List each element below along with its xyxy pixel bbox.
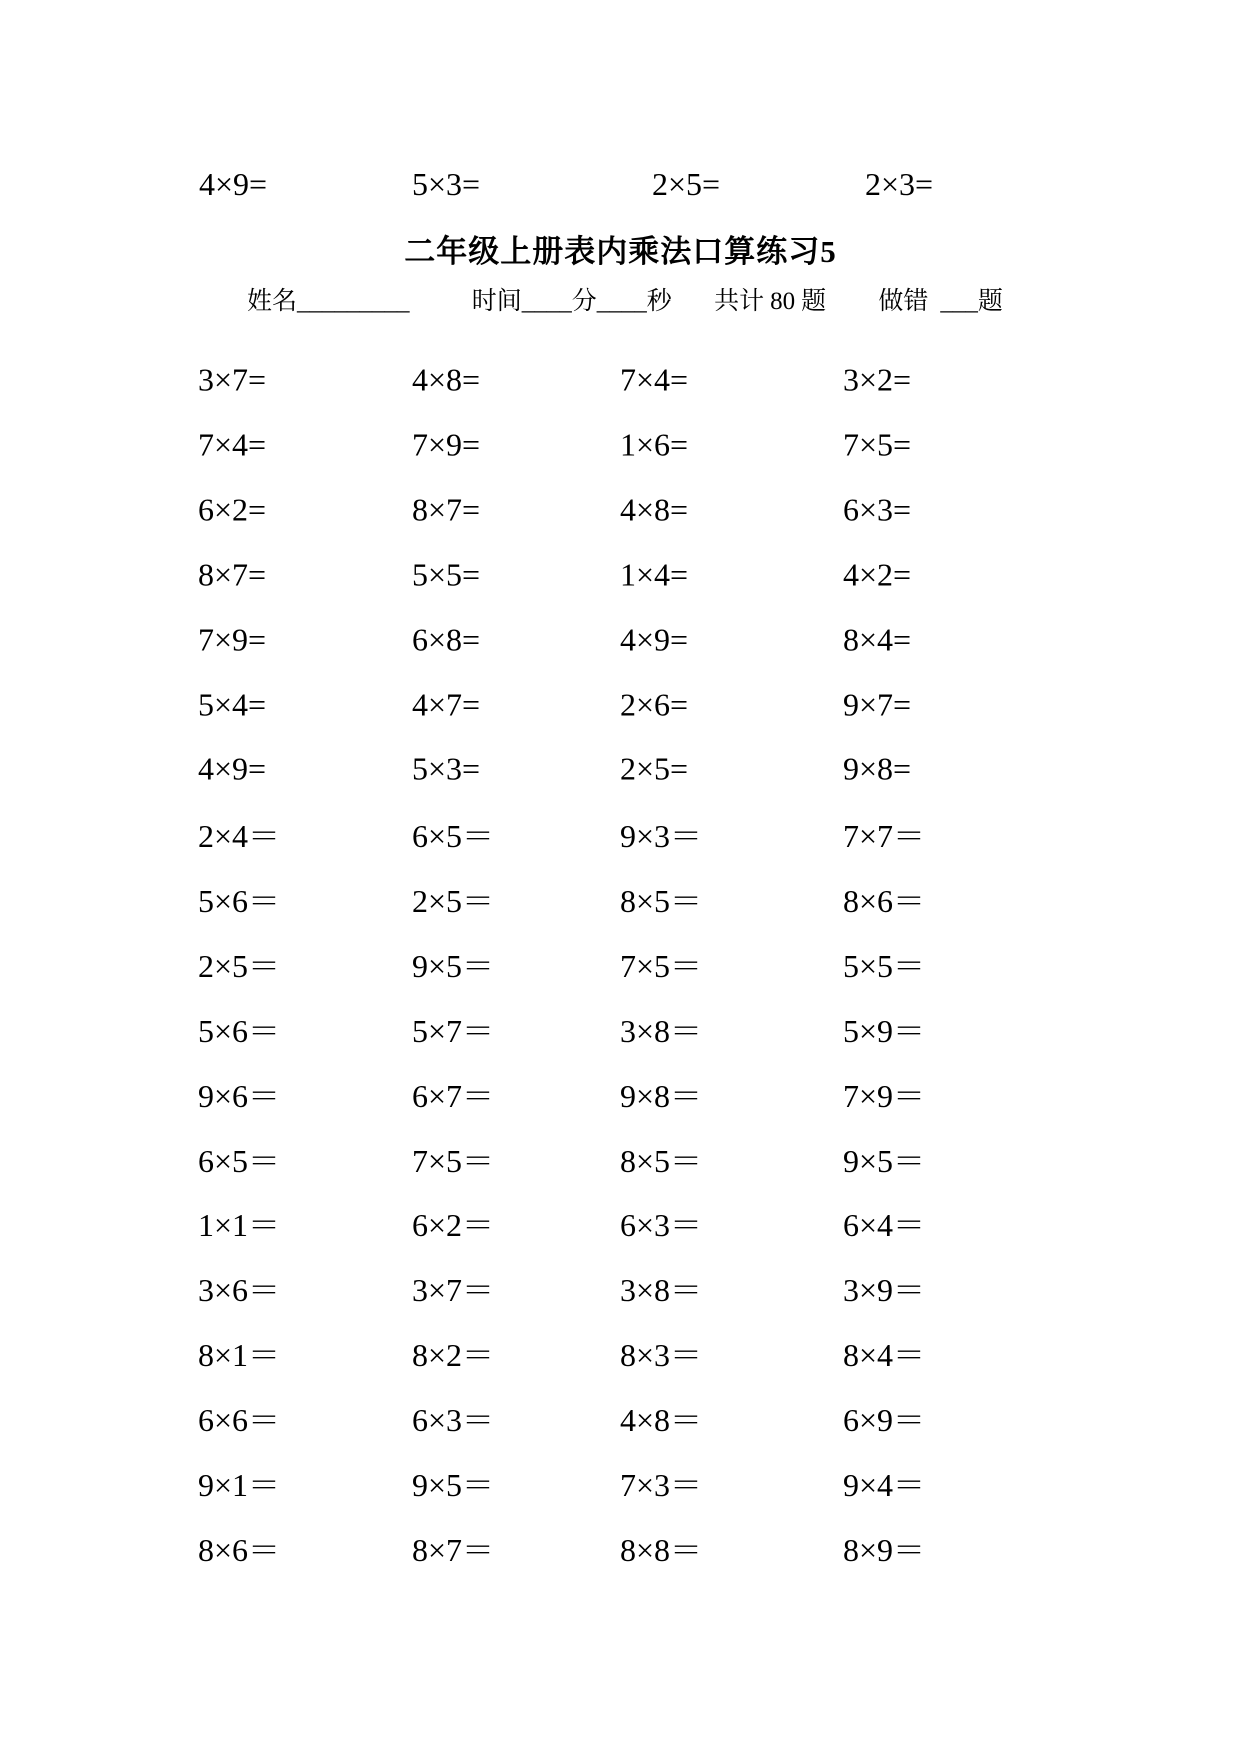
problem-row xyxy=(0,672,1241,737)
problem-cell: 4×2= xyxy=(843,556,912,593)
time-seconds-blank: ____ xyxy=(596,288,647,315)
problem-cell: 5×5= xyxy=(412,556,481,593)
problem-row xyxy=(0,1061,1241,1126)
problem-cell: 3×6＝ xyxy=(198,1272,281,1309)
problem-cell: 7×5= xyxy=(843,426,912,463)
problem-cell: 8×6＝ xyxy=(843,883,926,920)
problem-cell: 7×5＝ xyxy=(412,1142,495,1179)
problem-cell: 6×8= xyxy=(412,621,481,658)
name-label: 姓名 xyxy=(247,288,298,315)
problem-cell: 9×7= xyxy=(843,686,912,723)
page-title: 二年级上册表内乘法口算练习5 xyxy=(404,234,837,269)
problem-cell: 1×4= xyxy=(620,556,689,593)
problem-row xyxy=(0,1450,1241,1515)
problem-cell: 7×3＝ xyxy=(620,1466,703,1503)
problem-cell: 6×4＝ xyxy=(843,1207,926,1244)
seconds-label: 秒 xyxy=(646,288,672,315)
name-field xyxy=(247,281,410,317)
problem-row xyxy=(0,737,1241,802)
problem-cell: 2×6= xyxy=(620,686,689,723)
problem-cell: 2×5＝ xyxy=(198,948,281,985)
problem-cell: 8×6＝ xyxy=(198,1531,281,1568)
problem-cell: 9×5＝ xyxy=(843,1142,926,1179)
problem-row xyxy=(0,1321,1241,1386)
problem-row xyxy=(0,802,1241,867)
problem-cell: 7×9= xyxy=(412,426,481,463)
wrong-label: 做错 xyxy=(878,288,929,315)
problem-cell: 9×8＝ xyxy=(620,1077,703,1114)
problem-cell: 8×8＝ xyxy=(620,1531,703,1568)
wrong-count-field xyxy=(878,281,1003,317)
problem-cell: 6×3＝ xyxy=(412,1401,495,1438)
problem-cell: 5×6＝ xyxy=(198,883,281,920)
problem-cell: 5×5＝ xyxy=(843,948,926,985)
problem-row xyxy=(0,932,1241,997)
problem-cell: 9×3＝ xyxy=(620,818,703,855)
problem-cell: 3×9＝ xyxy=(843,1272,926,1309)
problem-cell: 6×6＝ xyxy=(198,1401,281,1438)
problem-cell: 8×3＝ xyxy=(620,1337,703,1374)
problem-cell: 9×6＝ xyxy=(198,1077,281,1114)
problem-cell: 2×5= xyxy=(620,750,689,787)
problem-cell: 6×2= xyxy=(198,491,267,528)
problem-cell: 9×5＝ xyxy=(412,948,495,985)
problem-cell: 5×3= xyxy=(412,750,481,787)
info-line xyxy=(247,281,1003,317)
problem-cell: 5×7＝ xyxy=(412,1012,495,1049)
problem-cell: 4×7= xyxy=(412,686,481,723)
problem-row xyxy=(0,1126,1241,1191)
problem-cell: 4×8= xyxy=(412,361,481,398)
problem-row xyxy=(0,1386,1241,1451)
problem-cell: 2×5= xyxy=(652,166,721,202)
total-count: 80 xyxy=(770,288,796,315)
problem-row xyxy=(0,348,1241,413)
problem-cell: 8×7＝ xyxy=(412,1531,495,1568)
problem-cell: 8×2＝ xyxy=(412,1337,495,1374)
problem-cell: 6×2＝ xyxy=(412,1207,495,1244)
time-label: 时间 xyxy=(471,288,522,315)
problem-cell: 5×9＝ xyxy=(843,1012,926,1049)
problem-cell: 2×5＝ xyxy=(412,883,495,920)
problem-cell: 6×3＝ xyxy=(620,1207,703,1244)
problem-cell: 5×4= xyxy=(198,686,267,723)
problem-cell: 8×4＝ xyxy=(843,1337,926,1374)
problem-row xyxy=(0,607,1241,672)
problem-cell: 9×5＝ xyxy=(412,1466,495,1503)
problem-cell: 8×5＝ xyxy=(620,883,703,920)
time-minutes-blank: ____ xyxy=(521,288,572,315)
problem-row xyxy=(0,413,1241,478)
problem-cell: 8×7= xyxy=(412,491,481,528)
problem-cell: 3×2= xyxy=(843,361,912,398)
problem-cell: 6×5＝ xyxy=(412,818,495,855)
problem-cell: 7×9= xyxy=(198,621,267,658)
problem-row xyxy=(0,543,1241,608)
problem-row xyxy=(0,867,1241,932)
problem-cell: 8×1＝ xyxy=(198,1337,281,1374)
problem-cell: 7×5＝ xyxy=(620,948,703,985)
problem-cell: 2×4＝ xyxy=(198,818,281,855)
problem-cell: 8×4= xyxy=(843,621,912,658)
problem-cell: 4×9= xyxy=(198,750,267,787)
problem-cell: 5×6＝ xyxy=(198,1012,281,1049)
problem-row xyxy=(0,1191,1241,1256)
problem-row xyxy=(0,478,1241,543)
wrong-unit: 题 xyxy=(977,288,1003,315)
problem-grid xyxy=(0,348,1241,1580)
wrong-blank: ___ xyxy=(940,288,978,315)
total-unit: 题 xyxy=(801,288,827,315)
problem-cell: 3×7= xyxy=(198,361,267,398)
total-count-field xyxy=(714,281,826,317)
problem-cell: 3×8＝ xyxy=(620,1272,703,1309)
problem-cell: 1×6= xyxy=(620,426,689,463)
problem-cell: 3×8＝ xyxy=(620,1012,703,1049)
problem-cell: 9×1＝ xyxy=(198,1466,281,1503)
problem-cell: 5×3= xyxy=(412,166,481,202)
problem-row xyxy=(0,996,1241,1061)
problem-cell: 2×3= xyxy=(865,166,934,202)
problem-cell: 1×1＝ xyxy=(198,1207,281,1244)
problem-cell: 9×4＝ xyxy=(843,1466,926,1503)
problem-cell: 6×7＝ xyxy=(412,1077,495,1114)
problem-cell: 8×7= xyxy=(198,556,267,593)
problem-cell: 8×5＝ xyxy=(620,1142,703,1179)
problem-row xyxy=(0,1515,1241,1580)
problem-cell: 6×5＝ xyxy=(198,1142,281,1179)
name-blank: _________ xyxy=(297,288,410,315)
problem-cell: 4×8= xyxy=(620,491,689,528)
carryover-problem-row xyxy=(0,0,1241,210)
problem-cell: 9×8= xyxy=(843,750,912,787)
problem-cell: 7×7＝ xyxy=(843,818,926,855)
total-label: 共计 xyxy=(714,288,765,315)
problem-cell: 6×3= xyxy=(843,491,912,528)
time-field xyxy=(472,281,672,317)
problem-row xyxy=(0,1256,1241,1321)
problem-cell: 8×9＝ xyxy=(843,1531,926,1568)
problem-cell: 7×4= xyxy=(620,361,689,398)
problem-cell: 7×4= xyxy=(198,426,267,463)
minutes-label: 分 xyxy=(571,288,597,315)
problem-cell: 6×9＝ xyxy=(843,1401,926,1438)
problem-cell: 4×9= xyxy=(620,621,689,658)
problem-cell: 3×7＝ xyxy=(412,1272,495,1309)
problem-cell: 4×8＝ xyxy=(620,1401,703,1438)
problem-cell: 7×9＝ xyxy=(843,1077,926,1114)
problem-cell: 4×9= xyxy=(199,166,268,202)
